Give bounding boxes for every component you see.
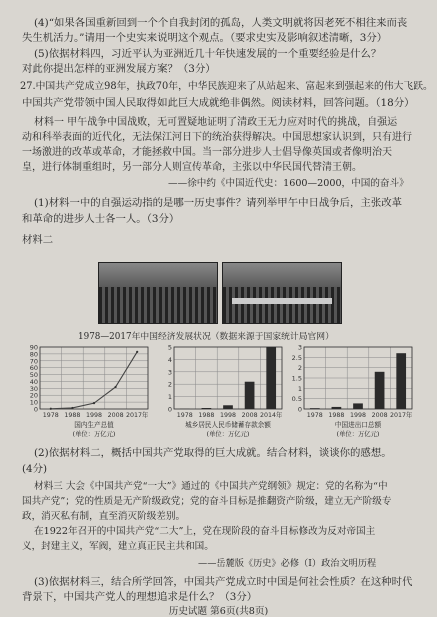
material-three-text: 国共产党”；党的性质是无产阶级政党；党的奋斗目标是推翻资产阶级，建立无产阶级专	[22, 495, 391, 509]
y-tick-label: 10	[30, 399, 38, 407]
question-2: (2)依据材料二，概括中国共产党取得的巨大成就。结合材料，谈谈你的感想。	[34, 446, 392, 460]
text-line: 失生机活力。”请用一个史实来说明这个观点。（要求史实及影响叙述清晰，3分）	[22, 31, 387, 45]
x-tick-label: 2017年	[126, 410, 149, 419]
x-tick-label: 1998	[220, 412, 236, 419]
plot-frame	[174, 347, 282, 409]
data-point	[50, 408, 52, 410]
y-tick-label: 1	[298, 385, 302, 393]
y-tick-label: 30	[30, 385, 38, 393]
text-line: 对此你提出怎样的亚洲发展方案？（3分）	[22, 62, 216, 76]
y-tick-label: 4	[168, 356, 172, 364]
material-two-label: 材料二	[22, 233, 53, 247]
y-tick-label: 2	[298, 364, 302, 372]
x-tick-label: 1998	[350, 412, 366, 419]
plot-frame	[40, 347, 148, 409]
bar	[245, 382, 255, 409]
material-one-text: 皇，进行体制重组时，另一部分人则宣传革命，主张以中华民国代替清王朝。	[22, 161, 362, 175]
historical-photo-left	[98, 262, 218, 324]
y-tick-label: 0	[168, 406, 172, 414]
bar	[223, 405, 233, 409]
material-one-text: 材料一 甲午战争中国战败，无可置疑地证明了清政王无力应对时代的挑战，自强运	[34, 116, 397, 130]
question-2: (4分)	[22, 462, 47, 476]
text-line: (5)依据材料四，习近平认为亚洲近几十年快速发展的一个重要经验是什么？	[34, 47, 381, 61]
gdp-line	[51, 352, 137, 409]
x-tick-label: 2008	[242, 412, 258, 419]
data-point	[115, 386, 117, 388]
unit-label: (单位：万亿元)	[73, 429, 116, 438]
figure-title: 1978—2017年中国经济发展状况（数据来源于国家统计局官网）	[78, 330, 334, 344]
question-1: (1)材料一中的自强运动指的是哪一历史事件？请列举甲午中日战争后，主张改革	[34, 196, 402, 210]
material-three-text: 政，消灭私有制，直至消灭阶级差别。	[22, 510, 185, 524]
page-footer: 历史试题 第6页(共8页)	[0, 603, 437, 617]
y-tick-label: 2	[168, 381, 172, 389]
x-axis-label: 国内生产总值	[74, 420, 114, 429]
y-tick-label: 1	[168, 393, 172, 401]
material-three-text: 材料三 大会《中国共产党“一大”》通过的《中国共产党纲领》规定：党的名称为“中	[34, 480, 388, 494]
y-tick-label: 50	[30, 371, 38, 379]
material-three-source: ——岳麓版《历史》必修（Ⅰ）政治文明历程	[198, 557, 376, 571]
material-one-source: ——徐中约《中国近代史：1600—2000，中国的奋斗》	[168, 177, 409, 191]
data-point	[93, 402, 95, 404]
x-tick-label: 1978	[307, 412, 323, 419]
x-tick-label: 1988	[198, 412, 214, 419]
bar	[202, 408, 212, 409]
x-axis-label: 城乡居民人民币储蓄存款余额	[185, 420, 271, 429]
text-line: (4)“如果各国重新回到一个个自我封闭的孤岛，人类文明就将因老死不相往来而丧	[34, 16, 407, 30]
y-tick-label: 40	[30, 378, 38, 386]
question-1: 和革命的进步人士各一人。（3分）	[22, 212, 179, 226]
x-tick-label: 1998	[86, 412, 102, 419]
y-tick-label: 3	[298, 344, 302, 352]
x-tick-label: 1988	[328, 412, 344, 419]
y-tick-label: 2.5	[292, 354, 302, 362]
bar	[375, 372, 385, 409]
y-tick-label: 5	[168, 344, 172, 352]
x-tick-label: 1978	[177, 412, 193, 419]
material-one-text: 动和科举表面的近代化，无法保江河日下的统治获得解决。中国思想家认识到，只有进行	[22, 131, 412, 145]
question-3: (3)依据材料三，结合所学回答，中国共产党成立时中国是何社会性质？在这种时代	[34, 575, 412, 589]
x-tick-label: 1988	[64, 412, 80, 419]
material-one-text: 一场激进的改革或革命，才能拯救中国。当一部分进步人士倡导像英国或者像明治天	[22, 146, 392, 160]
bar	[266, 347, 276, 409]
unit-label: (单位：万亿元)	[337, 429, 380, 438]
bar	[396, 353, 406, 409]
x-axis-label: 中国进出口总额	[335, 420, 382, 429]
material-three-text: 义，封建主义，军阀，建立真正民主共和国。	[22, 540, 214, 554]
x-tick-label: 1978	[43, 412, 59, 419]
material-three-text: 在1922年召开的中国共产党“二大”上，党在现阶段的奋斗目标修改为反对帝国主	[34, 525, 375, 539]
data-point	[71, 407, 73, 409]
y-tick-label: 80	[30, 350, 38, 358]
x-tick-label: 2014年	[260, 410, 283, 419]
question-27-intro: 27.中国共产党成立98年，执政70年，中华民族迎来了从站起来、富起来到强起来的伟大飞跃。	[20, 80, 433, 94]
x-tick-label: 2017年	[390, 410, 413, 419]
bar	[310, 408, 320, 409]
y-tick-label: 90	[30, 344, 38, 352]
y-tick-label: 1.5	[292, 375, 302, 383]
y-tick-label: 0	[298, 406, 302, 414]
y-tick-label: 60	[30, 364, 38, 372]
question-3: 背景下，中国共产党人的理想追求是什么？（3分）	[22, 590, 257, 604]
y-tick-label: 70	[30, 357, 38, 365]
y-tick-label: 0.5	[292, 395, 302, 403]
unit-label: (单位：万亿元)	[207, 429, 250, 438]
text-line: 中国共产党带领中国人民取得如此巨大成就绝非偶然。阅读材料，回答问题。（18分）	[22, 96, 414, 110]
y-tick-label: 0	[34, 406, 38, 414]
bar	[332, 407, 342, 409]
y-tick-label: 20	[30, 392, 38, 400]
historical-photo-right	[222, 262, 342, 324]
x-tick-label: 2008	[372, 412, 388, 419]
y-tick-label: 3	[168, 368, 172, 376]
x-tick-label: 2008	[108, 412, 124, 419]
data-point	[136, 351, 138, 353]
economy-charts	[22, 343, 417, 441]
bar	[353, 403, 363, 409]
